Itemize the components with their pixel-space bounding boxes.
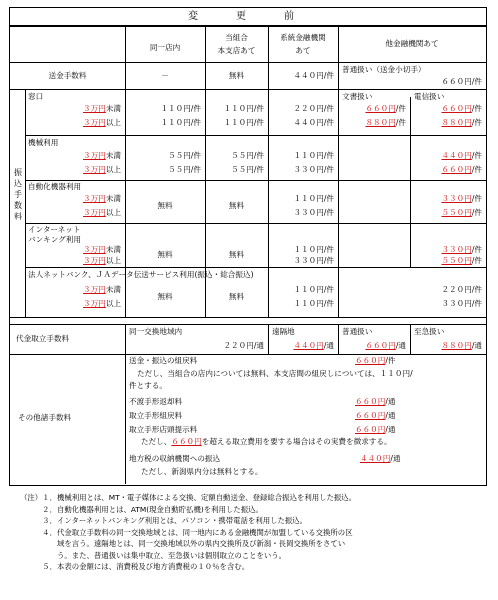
cancel-value: ６６０円/通 [355,411,396,420]
corporate-row1-amount: ３万円未満 [83,285,121,294]
note-item: （注）１．機械利用とは、MT・電子媒体による交換、定額自動送金、登録総合振込を利用した振込。 [20,493,357,502]
internet-same: 無料 [157,250,173,259]
note-item: う。また、普通扱いは集中取立、至急扱いは個別取立のことをいう。 [20,550,287,560]
window-row1-amount: ３万円未満 [83,104,121,113]
machine-row1-affiliate: １１０円/件 [293,151,334,160]
window-row2-amount: ３万円以上 [83,118,121,127]
header-other-bank: 他金融機関あて [385,39,439,48]
window-row1-tel: ６６０円/件 [441,104,482,113]
machine-row2-own: ５５円/件 [231,165,264,174]
window-row2-affiliate: ４４０円/件 [293,118,334,127]
corporate-label: 法人ネットバンク、ＪＡデータ伝送サービス利用(振込・総合振込) [28,270,254,279]
internet-label-line2: バンキング利用 [28,235,81,244]
note-item: ４．代金取立手数料の同一交換地域とは、同一地内にある金融機関が加盟している交換所の区 [20,527,353,537]
machine-row2-affiliate: ３３０円/件 [293,165,334,174]
page-title: 変 更 前 [9,7,487,26]
corporate-row1-tel: ２２０円/件 [441,285,482,294]
internet-row2-affiliate: ３３０円/件 [293,256,334,265]
remittance-label: 送金手数料 [48,71,87,80]
corporate-row1-affiliate: １１０円/件 [293,285,334,294]
present-label: 取立手形店頭提示料 [129,425,198,434]
machine-row1-tel: ４４０円/件 [441,151,482,160]
collection-remote-value: ４４０円/通 [293,341,334,350]
header-same-branch: 同一店内 [149,43,181,52]
atm-same: 無料 [157,201,173,210]
collection-urgent-value: ８８０円/通 [441,341,482,350]
atm-row1-affiliate: １１０円/件 [293,194,334,203]
corporate-row2-tel: ３３０円/件 [441,299,482,308]
window-row1-own: １１０円/件 [223,104,264,113]
tax-label: 地方税の収納機関への振込 [129,454,221,463]
internet-label-line1: インターネット [28,225,81,234]
notes-section [20,492,480,573]
machine-row2-amount: ３万円以上 [83,165,121,174]
internet-row1-affiliate: １１０円/件 [293,245,334,254]
window-row2-own: １１０円/件 [223,118,264,127]
machine-label: 機械利用 [28,138,59,147]
note-item: ３．インターネットバンキング利用とは、パソコン・携帯電話を利用した振込。 [20,516,308,525]
telegraph-sub-header: 電信扱い [414,92,445,101]
window-label: 窓口 [28,92,44,101]
atm-row2-amount: ３万円以上 [83,208,121,217]
window-row2-same: １１０円/件 [160,118,201,127]
atm-row2-affiliate: ３３０円/件 [293,208,334,217]
machine-row1-own: ５５円/件 [231,151,264,160]
atm-row2-tel: ５５０円/件 [441,208,482,217]
internet-row1-amount: ３万円未満 [83,245,121,254]
corporate-row2-affiliate: １１０円/件 [293,299,334,308]
machine-row1-same: ５５円/件 [168,151,201,160]
fee-table [9,26,487,486]
collection-label: 代金取立手数料 [16,334,70,343]
tax-value: ４４０円/通 [360,454,401,463]
collection-normal-label: 普通扱い [342,327,373,336]
atm-row1-amount: ３万円未満 [83,194,121,203]
window-row1-doc: ６６０円/件 [365,104,406,113]
note-item: 域を言う。遠隔地とは、同一交換地域以外の県内交換所及び新潟・長岡交換所をさてい [20,539,346,548]
remittance-other-note: 普通扱い（送金小切手） [342,65,426,74]
collection-urgent-label: 至急扱い [414,327,445,336]
remittance-same: － [161,71,169,80]
remittance-own: 無料 [228,71,245,80]
window-row2-tel: ８８０円/件 [441,118,482,127]
note-item: ５．本表の金額には、消費税及び地方消費税の１０％を含む。 [20,562,250,571]
cancel-label: 取立手形組戻料 [129,411,183,420]
dishonor-value: ６６０円/通 [355,397,396,406]
atm-label: 自動化機器利用 [28,182,82,191]
internet-row2-tel: ５５０円/件 [441,256,482,265]
resend-note-line2: 件とする。 [129,381,167,390]
remittance-affiliate: ４４０円/件 [293,71,334,80]
collection-remote-label: 遠隔地 [272,327,295,336]
corporate-same: 無料 [157,292,173,301]
transfer-side-label: 振込手数料 [14,168,22,221]
doc-sub-header: 文書扱い [342,92,373,101]
atm-own: 無料 [228,201,245,210]
resend-label: 送金・振込の組戻料 [129,356,198,365]
corporate-own: 無料 [228,292,245,301]
collection-same-area-value: ２２０円/通 [223,341,264,350]
corporate-row2-amount: ３万円以上 [83,299,121,308]
window-row1-affiliate: ２２０円/件 [293,104,334,113]
present-value: ６６０円/通 [355,425,396,434]
machine-row2-same: ５５円/件 [168,165,201,174]
remittance-other-value: ６６０円/件 [441,77,482,86]
present-note: ただし、６６０円を超える取立費用を要する場合はその実費を徴求する。 [141,437,392,446]
header-own-bank-line2: 本支店あて [217,46,256,55]
header-affiliate-line2: あて [295,46,311,55]
header-affiliate-line1: 系統金融機関 [280,33,326,42]
resend-value: ６６０円/件 [355,356,396,365]
internet-own: 無料 [228,250,245,259]
window-row1-same: １１０円/件 [160,104,201,113]
dishonor-label: 不渡手形返却料 [129,397,183,406]
atm-row1-tel: ３３０円/件 [441,194,482,203]
machine-row1-amount: ３万円未満 [83,151,121,160]
machine-row2-tel: ６６０円/件 [441,165,482,174]
other-fees-label: その他諸手数料 [18,413,72,422]
tax-note: ただし、新潟県内分は無料とする。 [141,467,263,476]
note-item: ２．自動化機器利用とは、ATM(現金自動貯払機)を利用した振込。 [20,504,263,514]
resend-note-line1: ただし、当組合の店内については無料、本支店間の組戻しについては、１１０円/ [137,369,413,378]
internet-row2-amount: ３万円以上 [83,256,121,265]
window-row2-doc: ８８０円/件 [365,118,406,127]
internet-row1-tel: ３３０円/件 [441,245,482,254]
collection-same-area-label: 同一交換地域内 [129,327,183,336]
collection-normal-value: ６６０円/通 [365,341,406,350]
header-own-bank-line1: 当組合 [225,33,248,42]
